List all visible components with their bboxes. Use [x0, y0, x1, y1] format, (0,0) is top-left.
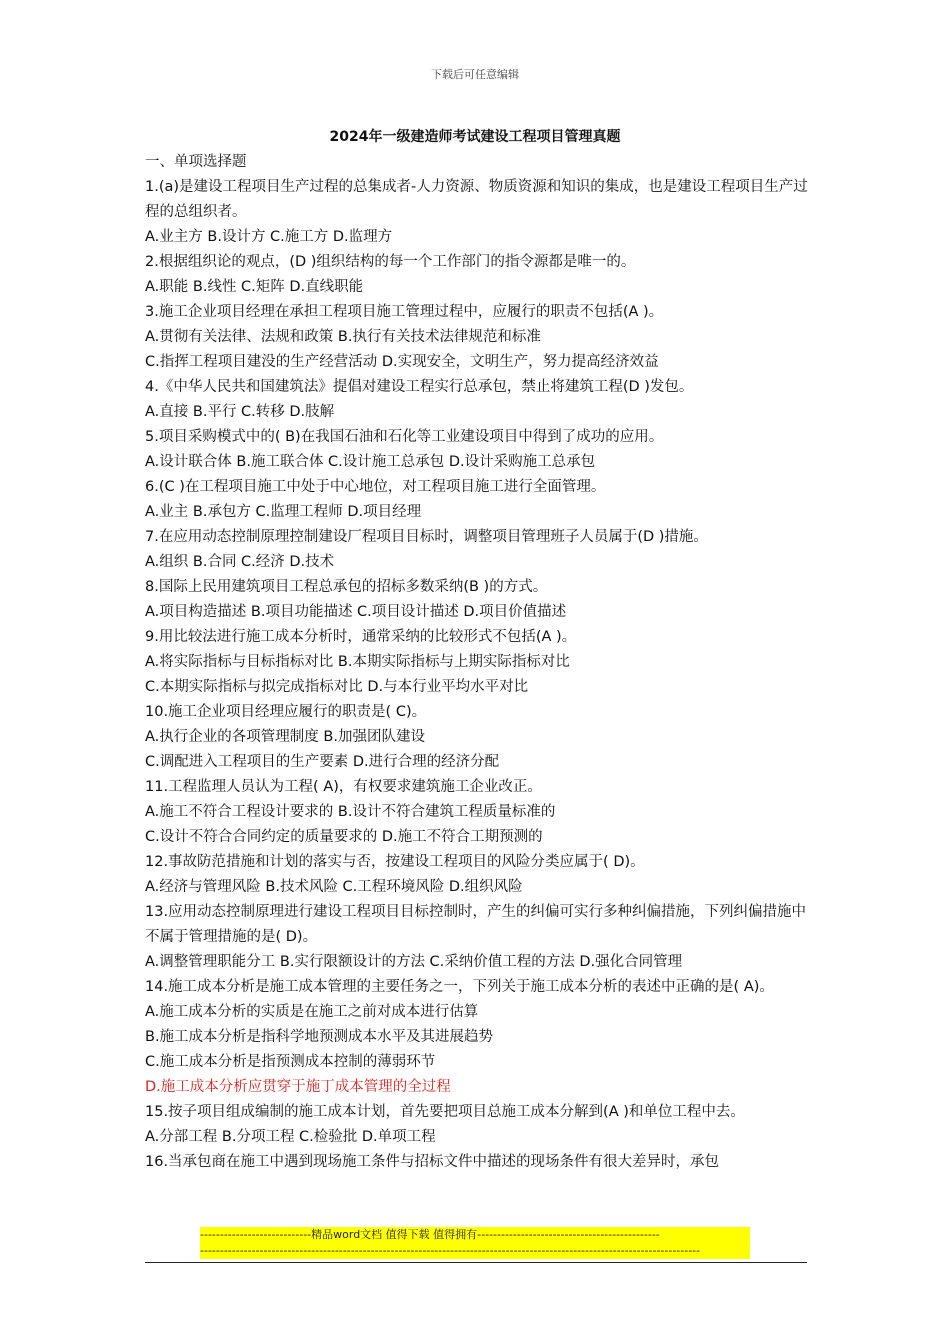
question-text: 3.施工企业项目经理在承担工程项目施工管理过程中，应履行的职责不包括(A )。 [145, 304, 664, 320]
question-text: 16.当承包商在施工中遇到现场施工条件与招标文件中描述的现场条件有很大差异时，承包 [145, 1154, 720, 1170]
answer-options: C.设计不符合合同约定的质量要求的 D.施工不符合工期预测的 [145, 829, 543, 845]
question-text: 11.工程监理人员认为工程( A)，有权要求建筑施工企业改正。 [145, 779, 542, 795]
answer-options: A.设计联合体 B.施工联合体 C.设计施工总承包 D.设计采购施工总承包 [145, 454, 596, 470]
answer-options: A.业主 B.承包方 C.监理工程师 D.项目经理 [145, 504, 422, 520]
answer-options: A.调整管理职能分工 B.实行限额设计的方法 C.采纳价值工程的方法 D.强化合同管理 [145, 954, 683, 970]
footer-banner-dashes: ------------------------------------------------------------------------------------------------------------------------------ [200, 1244, 701, 1257]
question-text: 7.在应用动态控制原理控制建设厂程项目目标时，调整项目管理班子人员属于(D )措施。 [145, 529, 708, 545]
footer-banner [200, 1227, 750, 1259]
document-body [145, 150, 810, 1175]
answer-options: A.职能 B.线性 C.矩阵 D.直线职能 [145, 279, 364, 295]
section-heading: 一、单项选择题 [145, 154, 247, 170]
answer-options: C.本期实际指标与拟完成指标对比 D.与本行业平均水平对比 [145, 679, 529, 695]
highlighted-answer: D.施工成本分析应贯穿于施丁成本管理的全过程 [145, 1079, 451, 1095]
question-text: 15.按子项目组成编制的施工成本计划，首先要把项目总施工成本分解到(A )和单位工程中去。 [145, 1104, 745, 1120]
question-text: 1.(a)是建设工程项目生产过程的总集成者-人力资源、物质资源和知识的集成，也是建设工程项目生产过程的总组织者。 [145, 179, 808, 220]
answer-options: A.执行企业的各项管理制度 B.加强团队建设 [145, 729, 425, 745]
answer-options: A.经济与管理风险 B.技术风险 C.工程环境风险 D.组织风险 [145, 879, 523, 895]
question-text: 2.根据组织论的观点，(D )组织结构的每一个工作部门的指令源都是唯一的。 [145, 254, 636, 270]
answer-options: A.施工成本分析的实质是在施工之前对成本进行估算 [145, 1004, 479, 1020]
answer-options: A.业主方 B.设计方 C.施工方 D.监理方 [145, 229, 393, 245]
answer-options: B.施工成本分析是指科学地预测成本水平及其进展趋势 [145, 1029, 494, 1045]
question-text: 14.施工成本分析是施工成本管理的主要任务之一，下列关于施工成本分析的表述中正确的是( A)。 [145, 979, 774, 995]
page-header-note: 下载后可任意编辑 [431, 68, 519, 81]
answer-options: A.施工不符合工程设计要求的 B.设计不符合建筑工程质量标准的 [145, 804, 556, 820]
answer-options: C.施工成本分析是指预测成本控制的薄弱环节 [145, 1054, 436, 1070]
question-text: 5.项目采购模式中的( B)在我国石油和石化等工业建设项目中得到了成功的应用。 [145, 429, 664, 445]
question-text: 8.国际上民用建筑项目工程总承包的招标多数采纳(B )的方式。 [145, 579, 548, 595]
answer-options: A.将实际指标与目标指标对比 B.本期实际指标与上期实际指标对比 [145, 654, 570, 670]
document-title: 2024年一级建造师考试建设工程项目管理真题 [329, 129, 621, 145]
answer-options: A.贯彻有关法律、法规和政策 B.执行有关技术法律规范和标准 [145, 329, 541, 345]
question-text: 6.(C )在工程项目施工中处于中心地位，对工程项目施工进行全面管理。 [145, 479, 606, 495]
answer-options: A.分部工程 B.分项工程 C.检验批 D.单项工程 [145, 1129, 436, 1145]
question-text: 13.应用动态控制原理进行建设工程项目目标控制时，产生的纠偏可实行多种纠偏措施，下列纠偏措施中不属于管理措施的是( D)。 [145, 904, 807, 945]
answer-options: C.调配进入工程项目的生产要素 D.进行合理的经济分配 [145, 754, 500, 770]
question-text: 10.施工企业项目经理应履行的职责是( C)。 [145, 704, 427, 720]
question-text: 12.事故防范措施和计划的落实与否，按建设工程项目的风险分类应属于( D)。 [145, 854, 645, 870]
answer-options: A.项目构造描述 B.项目功能描述 C.项目设计描述 D.项目价值描述 [145, 604, 567, 620]
question-text: 4.《中华人民共和国建筑法》提倡对建设工程实行总承包，禁止将建筑工程(D )发包。 [145, 379, 694, 395]
footer-banner-text: ----------------------------精品word文档 值得下载 值得拥有---------------------------------------------- [200, 1228, 660, 1241]
answer-options: C.指挥工程项目建没的生产经营活动 D.实现安全，文明生产，努力提高经济效益 [145, 354, 659, 370]
question-text: 9.用比较法进行施工成本分析时，通常采纳的比较形式不包括(A )。 [145, 629, 577, 645]
answer-options: A.直接 B.平行 C.转移 D.肢解 [145, 404, 335, 420]
answer-options: A.组织 B.合同 C.经济 D.技术 [145, 554, 335, 570]
footer-divider [145, 1262, 807, 1263]
